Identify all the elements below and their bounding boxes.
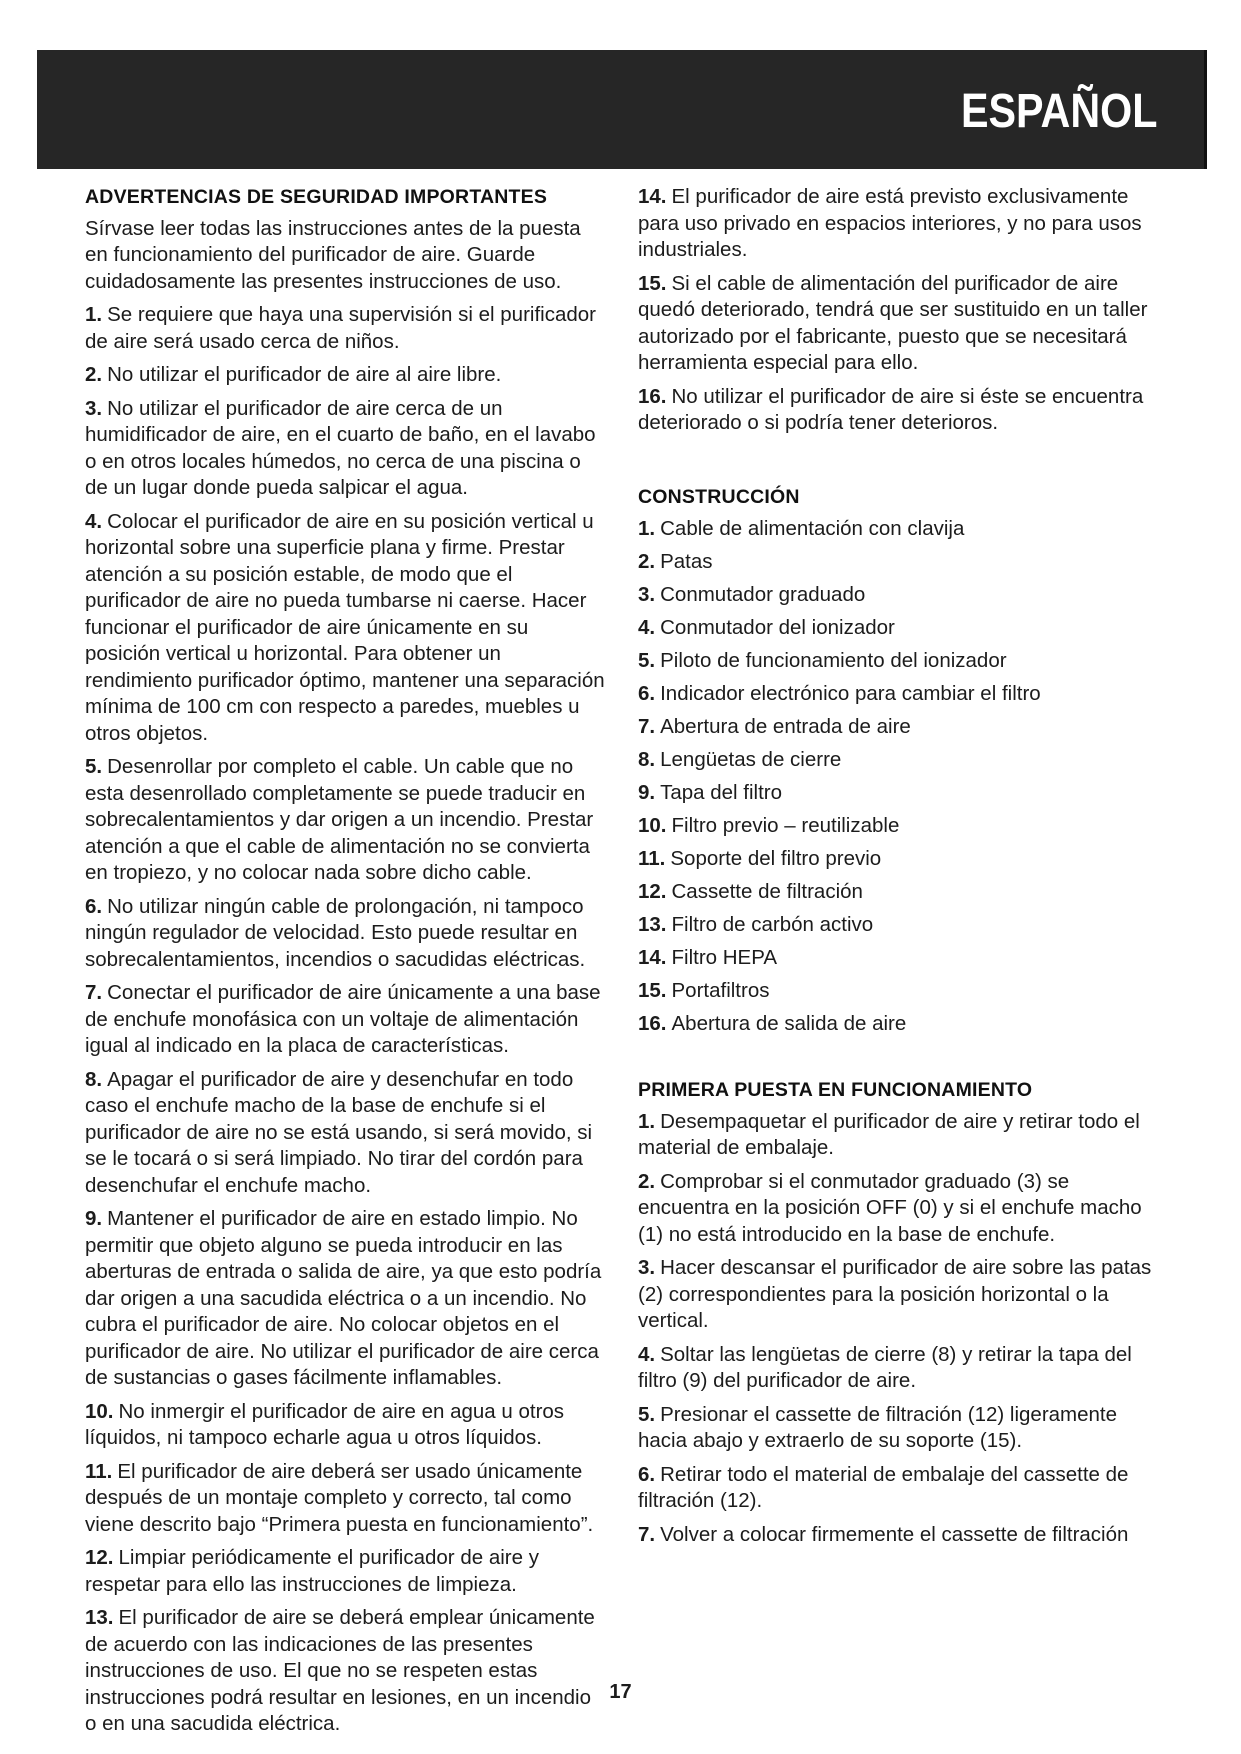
item-text: Hacer descansar el purificador de aire sobre las patas (2) correspondientes para la posición horizontal o la vertical. (638, 1256, 1152, 1332)
safety-item (85, 1067, 605, 1200)
item-number: 8. (85, 1067, 103, 1091)
item-number: 14. (638, 185, 667, 208)
safety-item (638, 184, 1160, 264)
item-text: Presionar el cassette de filtración (12) ligeramente hacia abajo y extraerlo de su soporte (15). (638, 1402, 1118, 1452)
item-number: 1. (638, 1109, 656, 1133)
item-text: Filtro previo – reutilizable (671, 814, 900, 837)
safety-item (85, 302, 605, 355)
item-text: Comprobar si el conmutador graduado (3) se encuentra en la posición OFF (0) y si el enchufe macho (1) no está introducido en la base de enchufe. (638, 1169, 1142, 1246)
item-number: 4. (638, 616, 656, 639)
item-number: 5. (85, 755, 103, 778)
item-text: El purificador de aire deberá ser usado únicamente después de un montaje completo y correcto, tal como viene descrito bajo “Primera puesta en funcionamiento”. (85, 1459, 594, 1536)
item-text: Lengüetas de cierre (660, 748, 842, 771)
first-use-step (638, 1169, 1160, 1249)
language-title: ESPAÑOL (960, 85, 1157, 138)
item-number: 16. (638, 384, 667, 408)
item-text: Se requiere que haya una supervisión si el purificador de aire será usado cerca de niños. (85, 303, 596, 353)
safety-item (85, 1459, 605, 1539)
item-text: Volver a colocar firmemente el cassette de filtración (660, 1522, 1129, 1546)
construction-item (638, 779, 1160, 806)
item-number: 10. (638, 814, 667, 837)
construction-item (638, 548, 1160, 575)
item-text: El purificador de aire se deberá emplear únicamente de acuerdo con las indicaciones de las presentes instrucciones de uso. El que no se respeten estas instrucciones podrá resultar en lesiones, en un incendio o en una sacudida eléctrica. (85, 1606, 595, 1735)
item-text: Abertura de salida de aire (671, 1012, 907, 1035)
item-number: 13. (638, 913, 667, 936)
safety-item (85, 362, 605, 389)
first-use-step (638, 1109, 1160, 1162)
item-number: 8. (638, 748, 656, 771)
safety-intro: Sírvase leer todas las instrucciones antes de la puesta en funcionamiento del purificador de aire. Guarde cuidadosamente las presentes instrucciones de uso. (85, 216, 581, 293)
item-text: Colocar el purificador de aire en su posición vertical u horizontal sobre una superficie plana y firme. Prestar atención a su posición estable, de modo que el purificador de aire no pueda tumbarse ni caerse. Hacer funcionar el purificador de aire únicamente en su posición vertical u horizontal. Para obtener un rendimiento purificador óptimo, mantener una separación mínima de 100 cm con respecto a paredes, muebles u otros objetos. (85, 509, 605, 745)
item-number: 15. (638, 979, 667, 1002)
item-number: 1. (85, 303, 103, 326)
item-number: 12. (638, 880, 667, 903)
item-text: Patas (660, 550, 713, 573)
item-text: Cassette de filtración (671, 880, 863, 903)
item-text: No utilizar el purificador de aire si éste se encuentra deteriorado o si podría tener deterioros. (638, 384, 1144, 434)
item-number: 6. (85, 894, 103, 918)
item-text: No utilizar ningún cable de prolongación, ni tampoco ningún regulador de velocidad. Esto puede resultar en sobrecalentamientos, incendios o sacudidas eléctricas. (85, 894, 586, 971)
first-use-step (638, 1402, 1160, 1455)
item-number: 9. (638, 781, 656, 804)
first-use-step (638, 1342, 1160, 1395)
right-column (638, 184, 1160, 1555)
first-use-list (638, 1109, 1160, 1549)
item-text: Abertura de entrada de aire (660, 715, 911, 738)
construction-heading: CONSTRUCCIÓN (638, 485, 800, 508)
item-text: Tapa del filtro (660, 781, 783, 804)
item-text: No utilizar el purificador de aire al aire libre. (107, 363, 502, 386)
safety-item (85, 1545, 605, 1598)
item-text: No utilizar el purificador de aire cerca de un humidificador de aire, en el cuarto de baño, en el lavabo o en otros locales húmedos, no cerca de una piscina o de un lugar donde pueda salpicar el agua. (85, 396, 596, 499)
item-text: Portafiltros (671, 979, 770, 1002)
safety-item (85, 894, 605, 974)
construction-item (638, 515, 1160, 542)
construction-item (638, 845, 1160, 872)
item-text: Soltar las lengüetas de cierre (8) y retirar la tapa del filtro (9) del purificador de aire. (638, 1342, 1132, 1392)
page-number: 17 (609, 1681, 632, 1703)
construction-item (638, 911, 1160, 938)
first-use-step (638, 1462, 1160, 1515)
item-number: 11. (638, 847, 666, 870)
item-text: Retirar todo el material de embalaje del cassette de filtración (12). (638, 1462, 1129, 1512)
item-text: Conmutador del ionizador (660, 616, 895, 639)
item-number: 4. (638, 1342, 656, 1366)
safety-list (85, 302, 605, 1738)
construction-item (638, 647, 1160, 674)
item-number: 6. (638, 1462, 656, 1486)
item-text: Apagar el purificador de aire y desenchufar en todo caso el enchufe macho de la base de enchufe si el purificador de aire no se está usando, si será movido, si se le tocará o si será limpiado. No tirar del cordón para desenchufar el enchufe macho. (85, 1067, 593, 1197)
item-text: Limpiar periódicamente el purificador de aire y respetar para ello las instrucciones de limpieza. (85, 1546, 539, 1596)
item-number: 1. (638, 517, 656, 540)
item-number: 2. (85, 363, 103, 386)
safety-item (85, 1399, 605, 1452)
item-number: 11. (85, 1459, 113, 1483)
construction-item (638, 812, 1160, 839)
item-text: Piloto de funcionamiento del ionizador (660, 649, 1007, 672)
first-use-step (638, 1255, 1160, 1335)
safety-item (85, 1605, 605, 1738)
item-number: 7. (638, 1522, 656, 1546)
item-number: 9. (85, 1207, 103, 1230)
item-number: 2. (638, 550, 656, 573)
item-text: Mantener el purificador de aire en estado limpio. No permitir que objeto alguno se pueda introducir en las aberturas de entrada o salida de aire, ya que esto podría dar origen a una sacudida eléctrica o a un incendio. No cubra el purificador de aire. No colocar objetos en el purificador de aire. No utilizar el purificador de aire cerca de sustancias o gases fácilmente inflamables. (85, 1207, 602, 1389)
construction-item (638, 977, 1160, 1004)
item-number: 3. (638, 583, 656, 606)
construction-item (638, 944, 1160, 971)
first-use-step (638, 1522, 1160, 1549)
item-text: No inmergir el purificador de aire en agua u otros líquidos, ni tampoco echarle agua u otros líquidos. (85, 1399, 565, 1449)
item-text: Conmutador graduado (660, 583, 866, 606)
item-text: Soporte del filtro previo (670, 847, 882, 870)
construction-item (638, 581, 1160, 608)
item-text: Desempaquetar el purificador de aire y retirar todo el material de embalaje. (638, 1109, 1140, 1159)
item-number: 2. (638, 1169, 656, 1193)
construction-list (638, 515, 1160, 1037)
item-text: Si el cable de alimentación del purificador de aire quedó deteriorado, tendrá que ser sustituido en un taller autorizado por el fabricante, puesto que se necesitará herramienta especial para ello. (638, 271, 1148, 374)
safety-warnings-heading: ADVERTENCIAS DE SEGURIDAD IMPORTANTES (85, 186, 548, 208)
construction-item (638, 746, 1160, 773)
safety-item (85, 1206, 605, 1392)
item-text: Cable de alimentación con clavija (660, 517, 965, 540)
safety-item (85, 509, 605, 748)
safety-list-continued (638, 184, 1160, 437)
item-text: Indicador electrónico para cambiar el filtro (660, 682, 1041, 705)
item-number: 6. (638, 682, 656, 705)
item-number: 3. (85, 396, 103, 420)
language-header-band (37, 50, 1207, 169)
item-number: 4. (85, 509, 103, 533)
construction-item (638, 1010, 1160, 1037)
item-number: 10. (85, 1399, 114, 1423)
item-number: 15. (638, 271, 667, 295)
item-number: 13. (85, 1606, 114, 1629)
safety-item (85, 980, 605, 1060)
item-number: 5. (638, 649, 656, 672)
construction-item (638, 878, 1160, 905)
safety-item (85, 396, 605, 502)
construction-item (638, 680, 1160, 707)
item-text: El purificador de aire está previsto exclusivamente para uso privado en espacios interiores, y no para usos industriales. (638, 185, 1142, 261)
item-number: 7. (85, 981, 103, 1004)
item-number: 14. (638, 946, 667, 969)
safety-item (85, 754, 605, 887)
item-number: 3. (638, 1256, 656, 1279)
item-text: Filtro HEPA (671, 946, 778, 969)
safety-item (638, 271, 1160, 377)
item-text: Conectar el purificador de aire únicamente a una base de enchufe monofásica con un voltaje de alimentación igual al indicado en la placa de características. (85, 981, 601, 1057)
item-number: 16. (638, 1012, 667, 1035)
item-text: Filtro de carbón activo (671, 913, 874, 936)
item-number: 7. (638, 715, 656, 738)
item-text: Desenrollar por completo el cable. Un cable que no esta desenrollado completamente se puede traducir en sobrecalentamientos y dar origen a un incendio. Prestar atención a que el cable de alimentación no se convierta en tropiezo, y no colocar nada sobre dicho cable. (85, 755, 594, 884)
item-number: 12. (85, 1546, 114, 1569)
safety-item (638, 384, 1160, 437)
left-column (85, 184, 605, 1745)
first-use-heading: PRIMERA PUESTA EN FUNCIONAMIENTO (638, 1079, 1033, 1101)
item-number: 5. (638, 1402, 656, 1426)
construction-item (638, 713, 1160, 740)
construction-item (638, 614, 1160, 641)
